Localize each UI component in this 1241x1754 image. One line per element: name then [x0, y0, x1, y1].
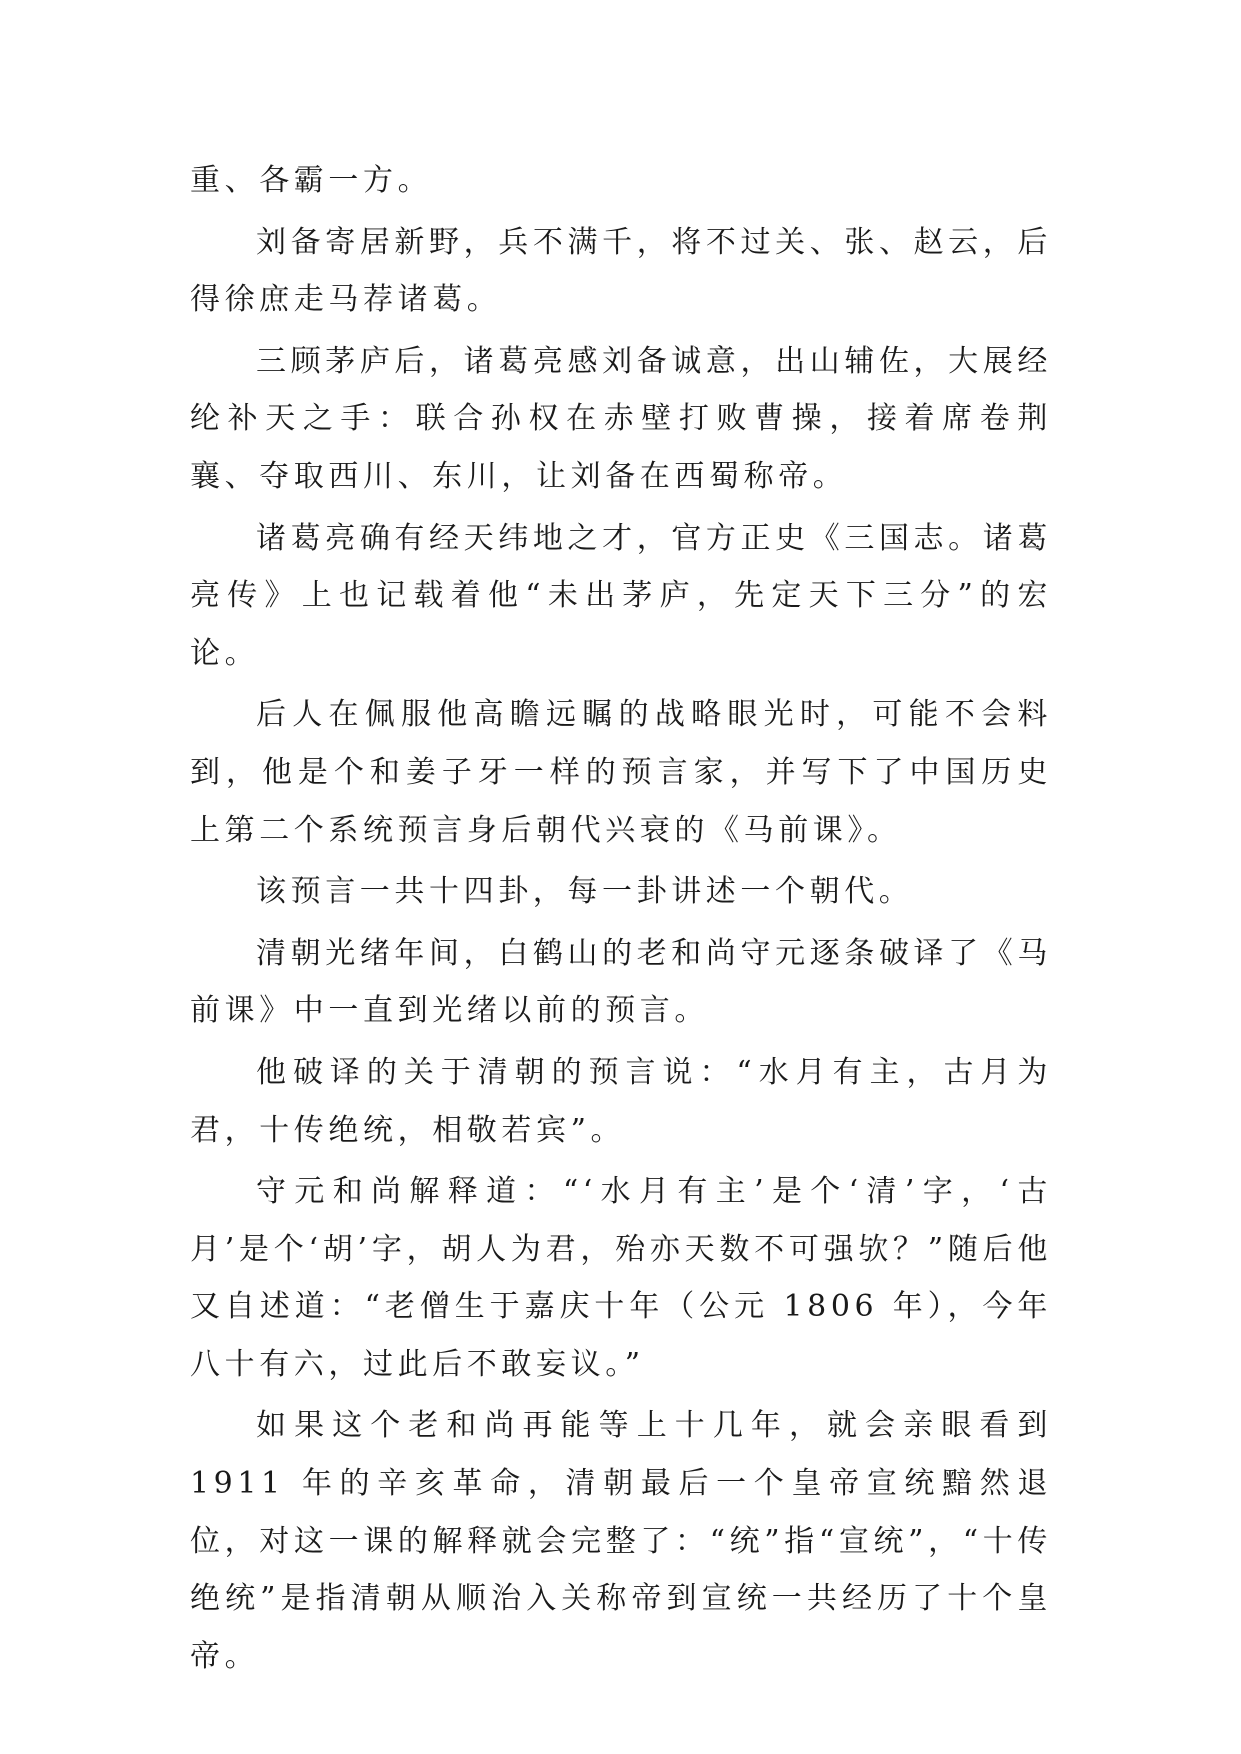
paragraph: 三顾茅庐后，诸葛亮感刘备诚意，出山辅佐，大展经纶补天之手：联合孙权在赤壁打败曹操，接着席卷荆襄、夺取西川、东川，让刘备在西蜀称帝。 [190, 343, 1052, 494]
paragraph: 清朝光绪年间，白鹤山的老和尚守元逐条破译了《马前课》中一直到光绪以前的预言。 [190, 935, 1052, 1029]
paragraph: 后人在佩服他高瞻远瞩的战略眼光时，可能不会料到，他是个和姜子牙一样的预言家，并写下了中国历史上第二个系统预言身后朝代兴衰的《马前课》。 [190, 697, 1052, 848]
document-body [190, 152, 1052, 1689]
paragraph-continuation: 重、各霸一方。 [190, 163, 433, 198]
paragraph: 刘备寄居新野，兵不满千，将不过关、张、赵云，后得徐庶走马荐诸葛。 [190, 224, 1052, 318]
paragraph: 该预言一共十四卦，每一卦讲述一个朝代。 [256, 874, 914, 910]
paragraph: 如果这个老和尚再能等上十几年，就会亲眼看到 1911 年的辛亥革命，清朝最后一个皇帝宣统黯然退位，对这一课的解释就会完整了：“统”指“宣统”，“十传绝统”是指清朝从顺治入关称帝到宣统一共经历了十个皇帝。 [190, 1408, 1052, 1674]
paragraph: 他破译的关于清朝的预言说：“水月有主，古月为君，十传绝统，相敬若宾”。 [190, 1054, 1052, 1148]
paragraph: 守元和尚解释道：“‘水月有主’是个‘清’字，‘古月’是个‘胡’字，胡人为君，殆亦天数不可强欤？”随后他又自述道：“老僧生于嘉庆十年（公元 1806 年），今年八十有六，过此后不敢妄议。” [190, 1174, 1052, 1382]
paragraph: 诸葛亮确有经天纬地之才，官方正史《三国志。诸葛亮传》上也记载着他“未出茅庐，先定天下三分”的宏论。 [190, 520, 1052, 671]
